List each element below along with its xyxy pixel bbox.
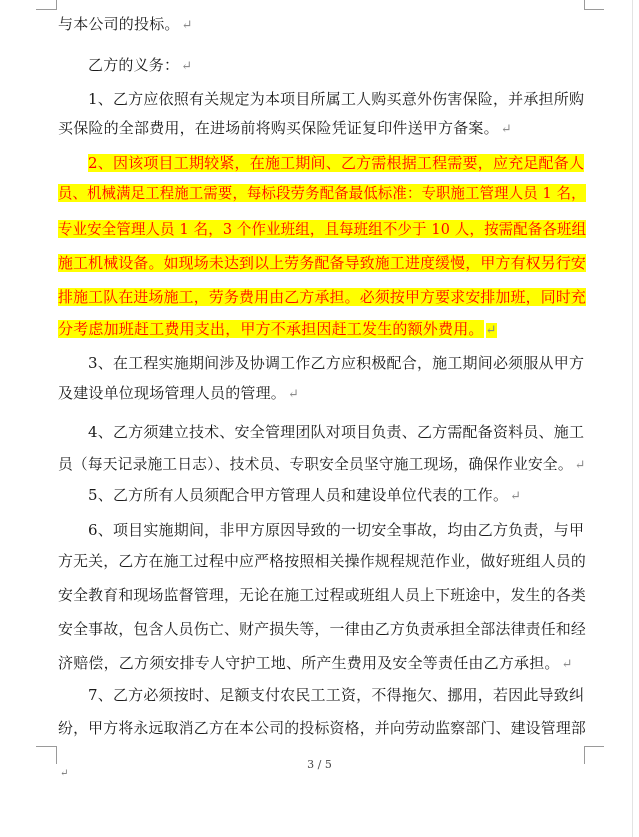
page-number: 3 / 5 xyxy=(307,758,332,771)
text-line: 7、乙方必须按时、足额支付农民工工资，不得拖欠、挪用，若因此导致纠 xyxy=(88,686,585,704)
window-right-edge xyxy=(632,0,639,837)
section-heading: 乙方的义务： ↵ xyxy=(88,56,193,74)
highlighted-line: 排施工队在进场施工，劳务费用由乙方承担。必须按甲方要求安排加班，同时充 xyxy=(58,288,587,306)
text-line: 安全教育和现场监督管理，无论在施工过程或班组人员上下班途中，发生的各类 xyxy=(58,586,587,604)
text-line: 员（每天记录施工日志）、技术员、专职安全员坚守施工现场，确保作业安全。 ↵ xyxy=(58,455,586,473)
text-line: 1、乙方应依照有关规定为本项目所属工人购买意外伤害保险，并承担所购 xyxy=(88,90,585,108)
highlighted-line: 施工机械设备。如现场未达到以上劳务配备导致施工进度缓慢，甲方有权另行安 xyxy=(58,254,587,272)
text-line: 济赔偿，乙方须安排专人守护工地、所产生费用及安全等责任由乙方承担。 ↵ xyxy=(58,654,573,672)
text-line: 与本公司的投标。 ↵ xyxy=(58,15,193,33)
text-line: 买保险的全部费用，在进场前将购买保险凭证复印件送甲方备案。 ↵ xyxy=(58,119,512,137)
text-line: 安全事故，包含人员伤亡、财产损失等，一律由乙方负责承担全部法律责任和经 xyxy=(58,620,587,638)
text-line: 6、项目实施期间，非甲方原因导致的一切安全事故，均由乙方负责，与甲 xyxy=(88,521,585,539)
end-paragraph-mark: ↵ xyxy=(60,768,69,779)
text-line: 5、乙方所有人员须配合甲方管理人员和建设单位代表的工作。 ↵ xyxy=(88,486,522,504)
text-line: 方无关，乙方在施工过程中应严格按照相关操作规程规范作业，做好班组人员的 xyxy=(58,552,587,570)
text-line: 3、在工程实施期间涉及协调工作乙方应积极配合，施工期间必须服从甲方 xyxy=(88,354,585,372)
highlighted-line: 员、机械满足工程施工需要，每标段劳务配备最低标准：专职施工管理人员 1 名， xyxy=(58,184,586,202)
text-line: 4、乙方须建立技术、安全管理团队对项目负责、乙方需配备资料员、施工 xyxy=(88,423,585,441)
highlighted-line: 专业安全管理人员 1 名，3 个作业班组，且每班组不少于 10 人，按需配备各班组 xyxy=(58,220,587,238)
highlighted-line: 分考虑加班赶工费用支出，甲方不承担因赶工发生的额外费用。 ↵ xyxy=(58,320,497,338)
text-line: 纷，甲方将永远取消乙方在本公司的投标资格，并向劳动监察部门、建设管理部 xyxy=(58,719,587,737)
highlighted-line: 2、因该项目工期较紧，在施工期间、乙方需根据工程需要，应充足配备人 xyxy=(88,154,585,172)
text-line: 及建设单位现场管理人员的管理。 ↵ xyxy=(58,384,300,402)
